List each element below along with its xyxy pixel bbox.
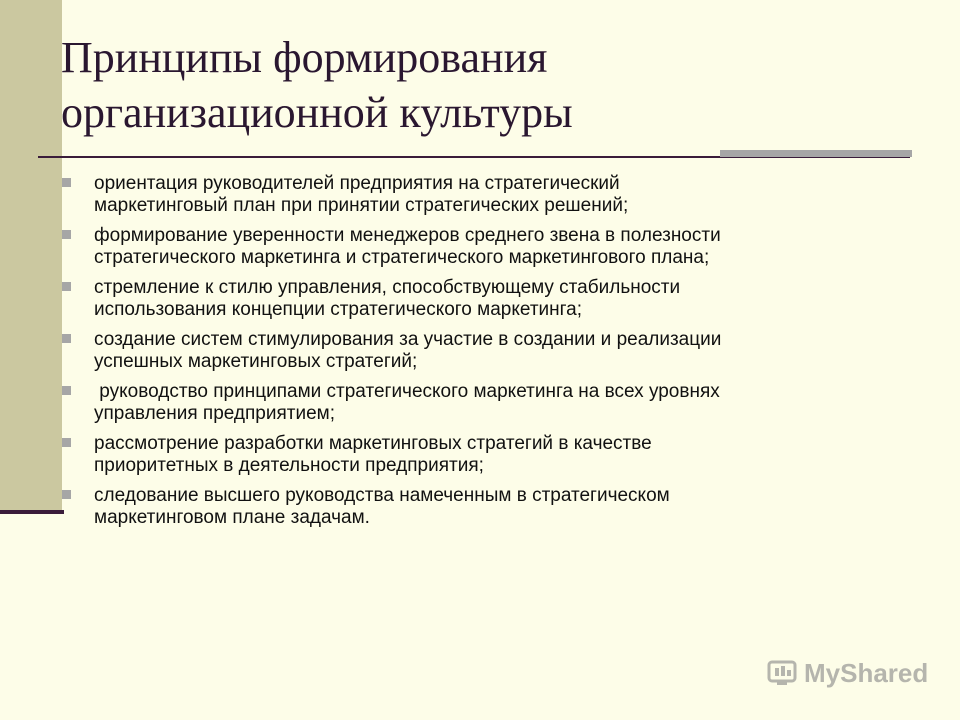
left-accent-bar (0, 0, 62, 512)
left-accent-rule (0, 510, 64, 514)
square-bullet-icon (62, 490, 71, 499)
square-bullet-icon (62, 334, 71, 343)
bullet-item-5 (58, 381, 908, 425)
bullet-3-line-1: стремление к стилю управления, способствующему стабильности (94, 277, 681, 298)
bullet-5-line-2: управления предприятием; (94, 403, 335, 424)
bullet-5-line-1: руководство принципами стратегического маркетинга на всех уровнях (94, 381, 720, 402)
bullet-7-line-1: следование высшего руководства намеченным в стратегическом (94, 485, 670, 506)
title-underline-accent (720, 150, 912, 157)
bullet-item-7 (58, 485, 908, 529)
bullet-item-1 (58, 173, 908, 217)
bullet-4-line-2: успешных маркетинговых стратегий; (94, 351, 418, 372)
bullet-1-line-2: маркетинговый план при принятии стратегических решений; (94, 195, 629, 216)
square-bullet-icon (62, 282, 71, 291)
bullet-6-line-1: рассмотрение разработки маркетинговых стратегий в качестве (94, 433, 652, 454)
bullet-item-4 (58, 329, 908, 373)
bullet-list (58, 173, 908, 537)
square-bullet-icon (62, 178, 71, 187)
myshared-logo-icon (766, 657, 798, 689)
watermark-text: MyShared (804, 657, 929, 688)
bullet-2-line-2: стратегического маркетинга и стратегического маркетингового плана; (94, 247, 710, 268)
bullet-3-line-2: использования концепции стратегического маркетинга; (94, 299, 582, 320)
bullet-7-line-2: маркетинговом плане задачам. (94, 507, 370, 528)
bullet-2-line-1: формирование уверенности менеджеров среднего звена в полезности (94, 225, 721, 246)
slide-title (61, 30, 921, 140)
slide-title-line-1: Принципы формирования (61, 33, 548, 82)
square-bullet-icon (62, 438, 71, 447)
myshared-watermark (766, 656, 928, 690)
square-bullet-icon (62, 230, 71, 239)
bullet-4-line-1: создание систем стимулирования за участие в создании и реализации (94, 329, 722, 350)
square-bullet-icon (62, 386, 71, 395)
bullet-item-2 (58, 225, 908, 269)
bullet-6-line-2: приоритетных в деятельности предприятия; (94, 455, 484, 476)
slide-title-line-2: организационной культуры (61, 88, 573, 137)
bullet-item-6 (58, 433, 908, 477)
bullet-item-3 (58, 277, 908, 321)
bullet-1-line-1: ориентация руководителей предприятия на стратегический (94, 173, 620, 194)
